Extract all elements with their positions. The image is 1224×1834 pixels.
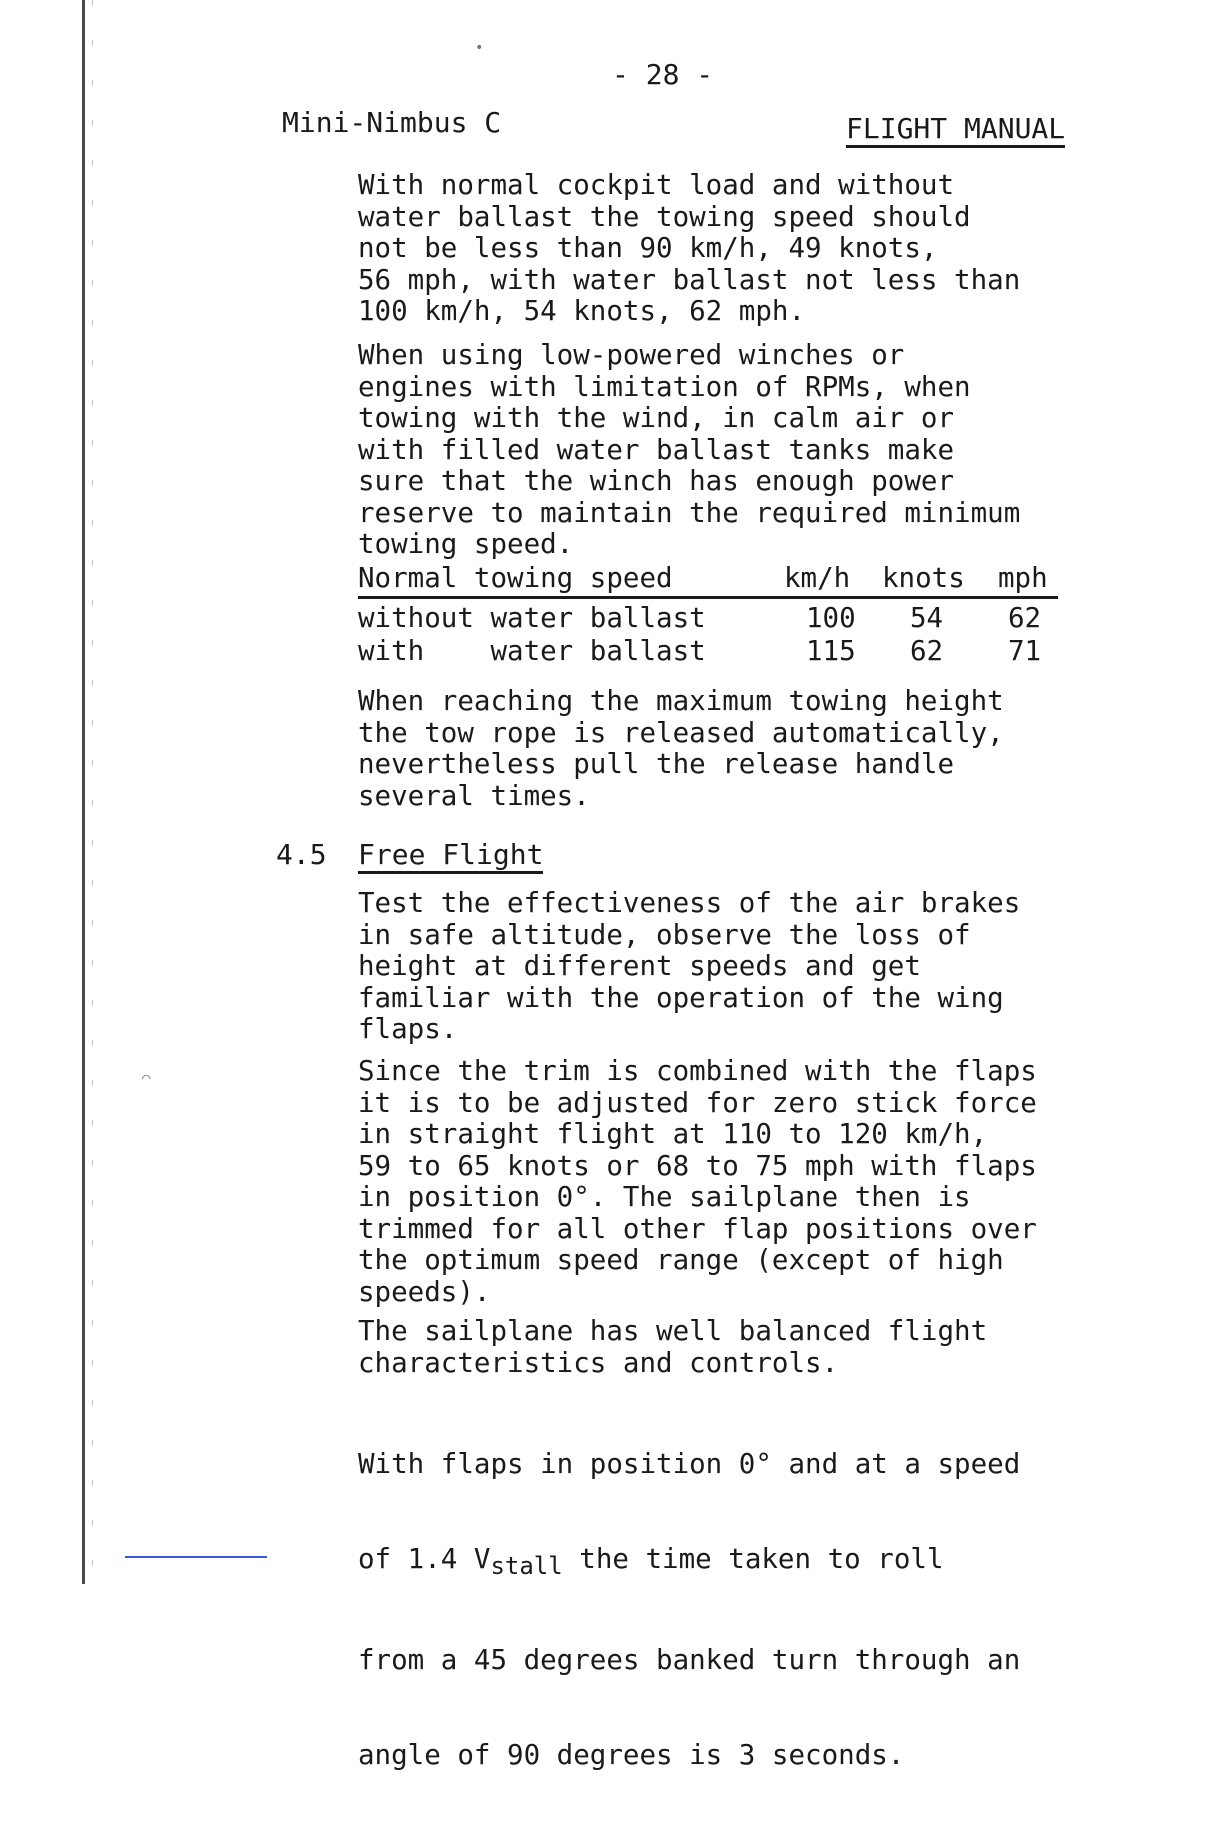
towing-speed-paragraph: With normal cockpit load and without water ballast the towing speed should not be less than 90 km/h, 49 knots, 56 mph, with water ballast not less than 100 km/h, 54 knots, 62 mph. — [358, 169, 1021, 327]
table-header-cell: mph — [998, 562, 1048, 594]
table-row — [358, 635, 1058, 668]
roll-rate-paragraph — [358, 1386, 1178, 1834]
winch-paragraph: When using low-powered winches or engines with limitation of RPMs, when towing with the wind, in calm air or with filled water ballast tanks make sure that the winch has enough power reserve to maintain the required minimum towing speed. — [358, 339, 1021, 560]
stall-subscript: stall — [490, 1551, 563, 1580]
binder-hole-marks — [92, 0, 93, 1584]
table-header-row — [358, 562, 1058, 599]
bottom-blue-mark — [125, 1556, 267, 1558]
roll-rate-text: of 1.4 V — [358, 1542, 491, 1575]
trim-paragraph: Since the trim is combined with the flaps it is to be adjusted for zero stick force in straight flight at 110 to 120 km/h, 59 to 65 knots or 68 to 75 mph with flaps in position 0°. The sailplane then is trimmed for all other flap positions over the optimum speed range (except of high speeds). — [358, 1055, 1037, 1308]
table-cell: 54 — [910, 602, 944, 634]
table-cell: 62 — [1008, 602, 1042, 634]
table-row — [358, 602, 1058, 635]
roll-rate-line: angle of 90 degrees is 3 seconds. — [358, 1738, 905, 1771]
page-number: - 28 - — [612, 58, 714, 91]
section-number: 4.5 — [276, 838, 327, 871]
table-header-cell: knots — [882, 562, 965, 594]
roll-rate-line — [358, 1544, 1178, 1583]
roll-rate-text: the time taken to roll — [562, 1542, 944, 1575]
header-manual-title: FLIGHT MANUAL — [846, 112, 1065, 148]
roll-rate-line: With flaps in position 0° and at a speed — [358, 1448, 1021, 1480]
table-cell: 62 — [910, 635, 944, 667]
table-header-cell: Normal towing speed — [358, 562, 673, 594]
towing-speed-table — [358, 562, 1058, 668]
table-cell: with water ballast — [358, 635, 706, 667]
pencil-mark: ⌒ — [142, 1070, 151, 1086]
roll-rate-line: from a 45 degrees banked turn through an — [358, 1644, 1021, 1676]
header-model-name: Mini-Nimbus C — [282, 106, 502, 139]
handling-paragraph: The sailplane has well balanced flight characteristics and controls. — [358, 1315, 988, 1379]
air-brakes-paragraph: Test the effectiveness of the air brakes in safe altitude, observe the loss of height at different speeds and get familiar with the operation of the wing flaps. — [358, 887, 1021, 1045]
release-paragraph: When reaching the maximum towing height the tow rope is released automatically, nevertheless pull the release handle several times. — [358, 685, 1004, 812]
table-cell: 115 — [806, 635, 856, 667]
speck-mark: • — [475, 40, 484, 56]
table-cell: without water ballast — [358, 602, 706, 634]
section-title: Free Flight — [358, 838, 543, 874]
binder-edge-line — [82, 0, 85, 1584]
table-cell: 100 — [806, 602, 856, 634]
table-header-cell: km/h — [784, 562, 851, 594]
table-cell: 71 — [1008, 635, 1042, 667]
